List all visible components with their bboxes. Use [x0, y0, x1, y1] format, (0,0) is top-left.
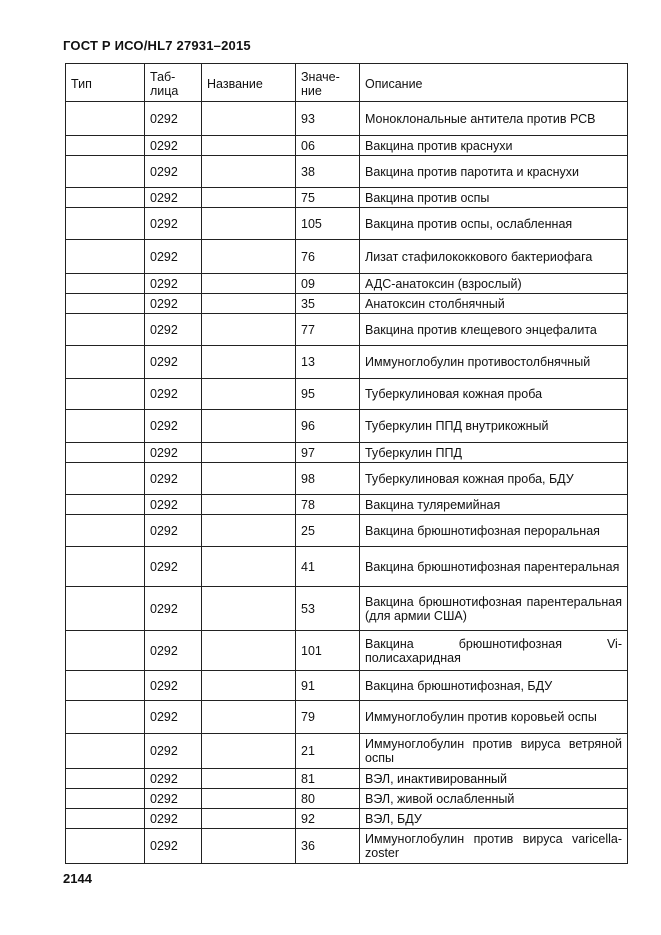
- cell-type: [66, 136, 145, 156]
- cell-type: [66, 443, 145, 463]
- cell-type: [66, 734, 145, 769]
- cell-value: 75: [296, 188, 360, 208]
- cell-value: 35: [296, 294, 360, 314]
- cell-type: [66, 294, 145, 314]
- table-row: [66, 829, 628, 864]
- cell-value: 79: [296, 701, 360, 734]
- cell-description: Вакцина против паротита и краснухи: [360, 156, 628, 188]
- cell-table: 0292: [145, 240, 202, 274]
- cell-description: Вакцина против клещевого энцефалита: [360, 314, 628, 346]
- cell-name: [202, 495, 296, 515]
- cell-type: [66, 809, 145, 829]
- cell-value: 78: [296, 495, 360, 515]
- cell-type: [66, 769, 145, 789]
- table-row: [66, 379, 628, 410]
- cell-table: 0292: [145, 631, 202, 671]
- cell-table: 0292: [145, 671, 202, 701]
- cell-table: 0292: [145, 314, 202, 346]
- cell-value: 76: [296, 240, 360, 274]
- table-row: [66, 208, 628, 240]
- cell-type: [66, 240, 145, 274]
- cell-value: 105: [296, 208, 360, 240]
- cell-table: 0292: [145, 102, 202, 136]
- cell-name: [202, 671, 296, 701]
- cell-value: 98: [296, 463, 360, 495]
- cell-name: [202, 346, 296, 379]
- cell-name: [202, 240, 296, 274]
- cell-description: Вакцина против краснухи: [360, 136, 628, 156]
- codes-table: [65, 63, 628, 864]
- cell-description: Туберкулин ППД: [360, 443, 628, 463]
- cell-name: [202, 701, 296, 734]
- table-row: [66, 188, 628, 208]
- cell-table: 0292: [145, 789, 202, 809]
- cell-name: [202, 102, 296, 136]
- table-row: [66, 410, 628, 443]
- cell-type: [66, 410, 145, 443]
- cell-value: 77: [296, 314, 360, 346]
- cell-name: [202, 463, 296, 495]
- cell-value: 93: [296, 102, 360, 136]
- table-row: [66, 274, 628, 294]
- table-row: [66, 136, 628, 156]
- table-row: [66, 701, 628, 734]
- cell-name: [202, 515, 296, 547]
- table-row: [66, 769, 628, 789]
- cell-description: Моноклональные антитела против РСВ: [360, 102, 628, 136]
- cell-table: 0292: [145, 188, 202, 208]
- table-row: [66, 443, 628, 463]
- cell-table: 0292: [145, 734, 202, 769]
- cell-value: 101: [296, 631, 360, 671]
- cell-name: [202, 734, 296, 769]
- table-row: [66, 463, 628, 495]
- cell-description: Иммуноглобулин против вируса ветряной оспы: [360, 734, 628, 769]
- cell-description: Лизат стафилококкового бактериофага: [360, 240, 628, 274]
- cell-type: [66, 547, 145, 587]
- cell-type: [66, 495, 145, 515]
- cell-type: [66, 631, 145, 671]
- cell-name: [202, 379, 296, 410]
- cell-value: 21: [296, 734, 360, 769]
- cell-type: [66, 671, 145, 701]
- cell-value: 91: [296, 671, 360, 701]
- table-row: [66, 495, 628, 515]
- cell-table: 0292: [145, 410, 202, 443]
- cell-description: Анатоксин столбнячный: [360, 294, 628, 314]
- cell-type: [66, 515, 145, 547]
- cell-type: [66, 208, 145, 240]
- cell-name: [202, 769, 296, 789]
- cell-name: [202, 631, 296, 671]
- cell-description: Туберкулиновая кожная проба: [360, 379, 628, 410]
- cell-table: 0292: [145, 346, 202, 379]
- cell-description: Вакцина брюшнотифозная пероральная: [360, 515, 628, 547]
- cell-type: [66, 587, 145, 631]
- cell-description: Вакцина брюшнотифозная парентеральная (для армии США): [360, 587, 628, 631]
- cell-name: [202, 829, 296, 864]
- cell-name: [202, 208, 296, 240]
- cell-name: [202, 443, 296, 463]
- table-row: [66, 515, 628, 547]
- column-header-description: Описание: [360, 64, 628, 102]
- cell-type: [66, 346, 145, 379]
- cell-description: Вакцина брюшнотифозная, БДУ: [360, 671, 628, 701]
- table-row: [66, 734, 628, 769]
- cell-value: 13: [296, 346, 360, 379]
- cell-table: 0292: [145, 379, 202, 410]
- table-row: [66, 314, 628, 346]
- cell-name: [202, 136, 296, 156]
- table-row: [66, 671, 628, 701]
- cell-value: 41: [296, 547, 360, 587]
- table-row: [66, 547, 628, 587]
- table-row: [66, 294, 628, 314]
- cell-type: [66, 156, 145, 188]
- cell-table: 0292: [145, 463, 202, 495]
- cell-description: ВЭЛ, живой ослабленный: [360, 789, 628, 809]
- cell-description: Вакцина брюшнотифозная Vi-полисахаридная: [360, 631, 628, 671]
- cell-description: Туберкулин ППД внутрикожный: [360, 410, 628, 443]
- cell-value: 25: [296, 515, 360, 547]
- cell-value: 95: [296, 379, 360, 410]
- table-row: [66, 789, 628, 809]
- cell-description: Вакцина против оспы, ослабленная: [360, 208, 628, 240]
- cell-value: 92: [296, 809, 360, 829]
- cell-type: [66, 274, 145, 294]
- cell-table: 0292: [145, 274, 202, 294]
- table-header-row: [66, 64, 628, 102]
- cell-description: ВЭЛ, инактивированный: [360, 769, 628, 789]
- table-row: [66, 631, 628, 671]
- table-row: [66, 809, 628, 829]
- cell-table: 0292: [145, 443, 202, 463]
- document-header: ГОСТ Р ИСО/HL7 27931–2015: [63, 38, 251, 53]
- cell-description: Туберкулиновая кожная проба, БДУ: [360, 463, 628, 495]
- column-header-type: Тип: [66, 64, 145, 102]
- table-body: [66, 102, 628, 864]
- cell-type: [66, 379, 145, 410]
- cell-type: [66, 463, 145, 495]
- cell-value: 06: [296, 136, 360, 156]
- cell-description: ВЭЛ, БДУ: [360, 809, 628, 829]
- cell-table: 0292: [145, 809, 202, 829]
- cell-value: 96: [296, 410, 360, 443]
- cell-table: 0292: [145, 587, 202, 631]
- cell-name: [202, 314, 296, 346]
- cell-type: [66, 829, 145, 864]
- cell-type: [66, 701, 145, 734]
- table-row: [66, 346, 628, 379]
- cell-table: 0292: [145, 515, 202, 547]
- cell-value: 81: [296, 769, 360, 789]
- cell-name: [202, 587, 296, 631]
- cell-name: [202, 188, 296, 208]
- cell-description: АДС-анатоксин (взрослый): [360, 274, 628, 294]
- table-row: [66, 240, 628, 274]
- cell-type: [66, 102, 145, 136]
- cell-table: 0292: [145, 156, 202, 188]
- cell-table: 0292: [145, 829, 202, 864]
- cell-description: Иммуноглобулин против вируса varicella-zoster: [360, 829, 628, 864]
- cell-name: [202, 156, 296, 188]
- table-row: [66, 156, 628, 188]
- cell-table: 0292: [145, 136, 202, 156]
- column-header-name: Название: [202, 64, 296, 102]
- page-number: 2144: [63, 871, 92, 886]
- cell-description: Иммуноглобулин против коровьей оспы: [360, 701, 628, 734]
- cell-table: 0292: [145, 547, 202, 587]
- cell-table: 0292: [145, 208, 202, 240]
- cell-name: [202, 547, 296, 587]
- cell-name: [202, 410, 296, 443]
- cell-description: Вакцина брюшнотифозная парентеральная: [360, 547, 628, 587]
- cell-type: [66, 314, 145, 346]
- cell-table: 0292: [145, 495, 202, 515]
- cell-table: 0292: [145, 701, 202, 734]
- cell-name: [202, 809, 296, 829]
- cell-table: 0292: [145, 769, 202, 789]
- cell-value: 80: [296, 789, 360, 809]
- cell-name: [202, 294, 296, 314]
- cell-description: Иммуноглобулин противостолбнячный: [360, 346, 628, 379]
- table-row: [66, 102, 628, 136]
- column-header-table: Таб- лица: [145, 64, 202, 102]
- cell-value: 38: [296, 156, 360, 188]
- cell-value: 09: [296, 274, 360, 294]
- cell-value: 36: [296, 829, 360, 864]
- table-row: [66, 587, 628, 631]
- cell-value: 97: [296, 443, 360, 463]
- cell-table: 0292: [145, 294, 202, 314]
- cell-name: [202, 274, 296, 294]
- cell-description: Вакцина против оспы: [360, 188, 628, 208]
- cell-description: Вакцина туляремийная: [360, 495, 628, 515]
- cell-type: [66, 789, 145, 809]
- cell-name: [202, 789, 296, 809]
- cell-type: [66, 188, 145, 208]
- cell-value: 53: [296, 587, 360, 631]
- column-header-value: Значе- ние: [296, 64, 360, 102]
